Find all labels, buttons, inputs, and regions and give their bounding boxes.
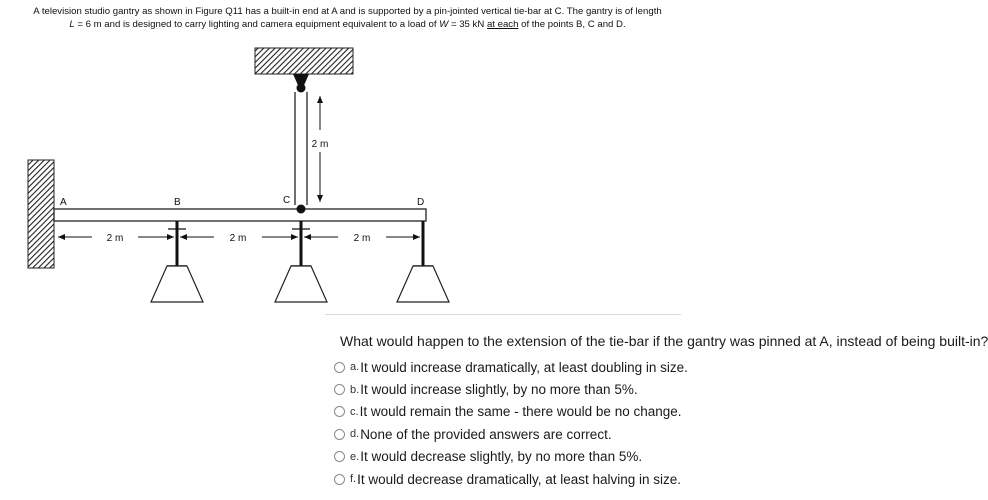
option-text: It would increase dramatically, at least doubling in size. bbox=[360, 359, 688, 375]
load-B bbox=[151, 221, 203, 302]
radio-b[interactable] bbox=[334, 384, 345, 395]
tie-bar-length-label: 2 m bbox=[311, 139, 329, 150]
option-letter: e. bbox=[350, 450, 360, 463]
option-d[interactable] bbox=[334, 423, 688, 445]
pin-C bbox=[297, 205, 306, 214]
emphasis-at-each: at each bbox=[486, 18, 519, 30]
gantry-beam bbox=[54, 209, 426, 221]
option-text: It would decrease slightly, by no more than 5%. bbox=[360, 449, 643, 465]
span-BC-label: 2 m bbox=[229, 233, 247, 244]
radio-c[interactable] bbox=[334, 406, 345, 417]
option-letter: c. bbox=[350, 405, 359, 418]
radio-e[interactable] bbox=[334, 451, 345, 462]
option-f[interactable] bbox=[334, 468, 688, 490]
answer-options bbox=[334, 356, 688, 490]
divider bbox=[325, 314, 681, 315]
label-C: C bbox=[283, 195, 291, 206]
span-AB-label: 2 m bbox=[106, 233, 124, 244]
option-c[interactable] bbox=[334, 401, 688, 423]
option-e[interactable] bbox=[334, 446, 688, 468]
symbol-L: L bbox=[69, 18, 75, 30]
span-CD-label: 2 m bbox=[353, 233, 371, 244]
option-letter: f. bbox=[350, 473, 357, 486]
question-text: What would happen to the extension of the tie-bar if the gantry was pinned at A, instead of being built-in? bbox=[340, 333, 988, 349]
option-letter: b. bbox=[350, 383, 360, 396]
problem-text: of the points B, C and D. bbox=[518, 18, 626, 30]
option-text: It would decrease dramatically, at least halving in size. bbox=[357, 471, 682, 487]
problem-text: = 35 kN bbox=[448, 18, 487, 30]
problem-line-2 bbox=[6, 19, 689, 32]
option-text: None of the provided answers are correct. bbox=[360, 426, 612, 442]
ceiling-pin bbox=[297, 84, 306, 93]
radio-f[interactable] bbox=[334, 474, 345, 485]
option-letter: a. bbox=[350, 361, 360, 374]
problem-line-1 bbox=[6, 6, 689, 19]
load-C bbox=[275, 221, 327, 302]
option-a[interactable] bbox=[334, 356, 688, 378]
ceiling-support bbox=[255, 48, 353, 74]
problem-text: A television studio gantry as shown in Figure Q11 has a built-in end at A and is supported by a pin-jointed vertical tie-bar at C. The gantry is of length bbox=[33, 6, 662, 17]
label-D: D bbox=[417, 197, 425, 208]
symbol-W: W bbox=[439, 18, 449, 30]
gantry-figure bbox=[0, 36, 695, 316]
problem-statement bbox=[6, 6, 689, 31]
radio-a[interactable] bbox=[334, 362, 345, 373]
problem-text: = 6 m and is designed to carry lighting and camera equipment equivalent to a load of bbox=[74, 18, 440, 30]
label-B: B bbox=[174, 197, 181, 208]
option-letter: d. bbox=[350, 428, 360, 441]
wall-A bbox=[28, 160, 54, 268]
option-b[interactable] bbox=[334, 378, 688, 400]
radio-d[interactable] bbox=[334, 429, 345, 440]
label-A: A bbox=[60, 197, 67, 208]
load-D bbox=[397, 221, 449, 302]
option-text: It would increase slightly, by no more than 5%. bbox=[360, 382, 638, 398]
option-text: It would remain the same - there would be no change. bbox=[359, 404, 682, 420]
